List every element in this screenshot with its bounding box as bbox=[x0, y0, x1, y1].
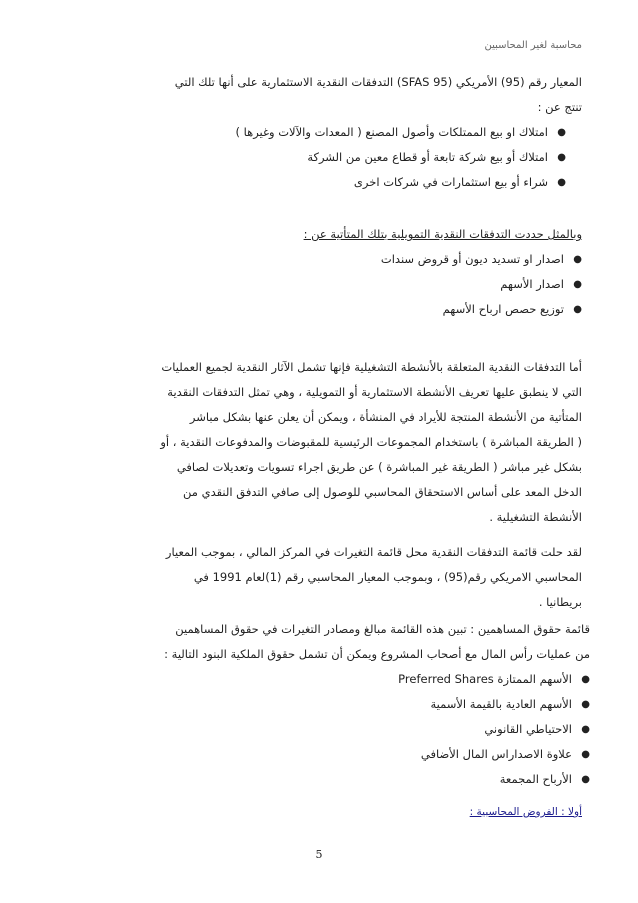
list-item: ● توزيع حصص ارباح الأسهم bbox=[56, 297, 582, 322]
list-item: ● الأسهم الممتازة Preferred Shares bbox=[30, 667, 590, 692]
operating-section bbox=[56, 355, 582, 530]
history-line: بريطانيا . bbox=[538, 595, 582, 609]
equity-section bbox=[30, 617, 590, 792]
operating-line: أما التدفقات النقدية المتعلقة بالأنشطة التشغيلية فإنها تشمل الآثار النقدية لجميع العمليات bbox=[161, 360, 582, 374]
assumptions-heading-block bbox=[56, 800, 582, 825]
equity-line-1: قائمة حقوق المساهمين : تبين هذه القائمة مبالغ ومصادر التغيرات في حقوق المساهمين bbox=[175, 622, 590, 636]
equity-line-2: من عمليات رأس المال مع أصحاب المشروع ويمكن أن تشمل حقوق الملكية البنود التالية : bbox=[164, 647, 590, 661]
history-line: لقد حلت قائمة التدفقات النقدية محل قائمة التغيرات في المركز المالي ، بموجب المعيار bbox=[165, 545, 582, 559]
financing-section bbox=[56, 222, 582, 322]
assumptions-heading: أولا : الفروض المحاسبية : bbox=[469, 806, 582, 818]
operating-line: ( الطريقة المباشرة ) باستخدام المجموعات الرئيسية للمقبوضات والمدفوعات النقدية ، أو bbox=[160, 435, 582, 449]
operating-line: المتأتية من الأنشطة المنتجة للأيراد في المنشأة ، ويمكن أن يعلن عنها بشكل مباشر bbox=[189, 410, 582, 424]
statement-history-section bbox=[56, 540, 582, 615]
financing-heading: وبالمثل حددت التدفقات النقدية التمويلية بتلك المتأتية عن : bbox=[303, 227, 582, 241]
list-item: ● امتلاك أو بيع شركة تابعة أو قطاع معين من الشركة bbox=[56, 145, 566, 170]
list-item: ● الاحتياطي القانوني bbox=[30, 717, 590, 742]
operating-line: الدخل المعد على أساس الاستحقاق المحاسبي للوصول إلى صافي التدفق النقدي من bbox=[183, 485, 582, 499]
list-item: ● امتلاك او بيع الممتلكات وأصول المصنع ( المعدات والآلات وغيرها ) bbox=[56, 120, 566, 145]
investing-intro-line-1: المعيار رقم (95) الأمريكي (SFAS 95) التدفقات النقدية الاستثمارية على أنها تلك التي bbox=[174, 75, 582, 89]
list-item: ● الأسهم العادية بالقيمة الأسمية bbox=[30, 692, 590, 717]
equity-bullets bbox=[30, 667, 590, 792]
page-number: 5 bbox=[315, 848, 323, 861]
operating-line: الأنشطة التشغيلية . bbox=[489, 510, 582, 524]
investing-bullets bbox=[56, 120, 566, 195]
list-item: ● علاوة الاصداراس المال الأضافي bbox=[30, 742, 590, 767]
running-header: محاسبة لغير المحاسبين bbox=[484, 40, 582, 51]
operating-line: التي لا ينطبق عليها تعريف الأنشطة الاستثمارية أو التمويلية ، وهي تمثل التدفقات النقدية bbox=[167, 385, 582, 399]
operating-line: بشكل غير مباشر ( الطريقة غير المباشرة ) عن طريق اجراء تسويات وتعديلات لصافي bbox=[176, 460, 582, 474]
list-item: ● اصدار الأسهم bbox=[56, 272, 582, 297]
list-item: ● شراء أو بيع استثمارات في شركات اخرى bbox=[56, 170, 566, 195]
list-item: ● اصدار او تسديد ديون أو قروض سندات bbox=[56, 247, 582, 272]
investing-section bbox=[56, 70, 582, 195]
investing-intro-line-2: تنتج عن : bbox=[537, 100, 582, 114]
history-line: المحاسبي الامريكي رقم(95) ، وبموجب المعيار المحاسبي رقم (1)لعام 1991 في bbox=[193, 570, 582, 584]
list-item: ● الأرباح المجمعة bbox=[30, 767, 590, 792]
financing-bullets bbox=[56, 247, 582, 322]
